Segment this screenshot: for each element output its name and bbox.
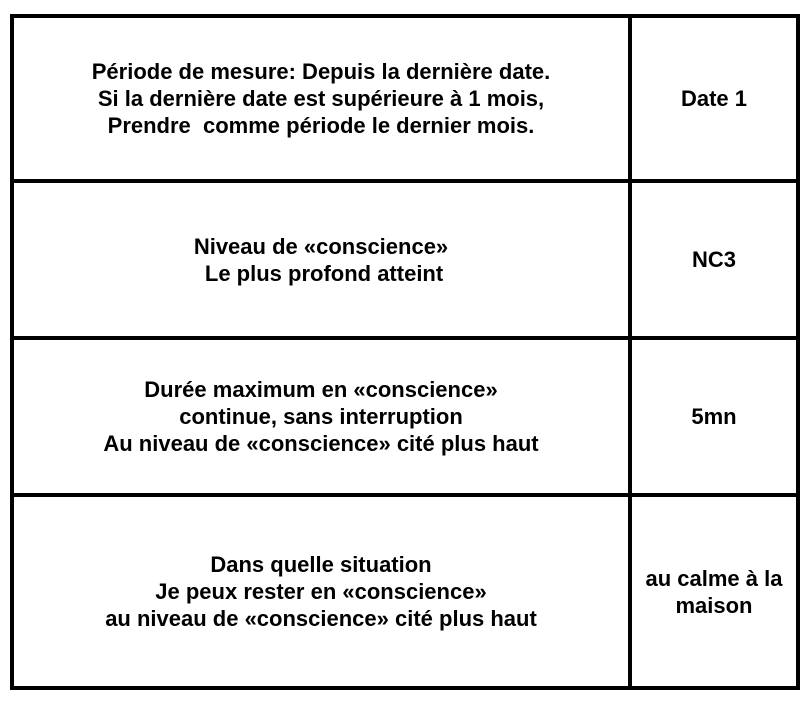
label-line: Période de mesure: Depuis la dernière date. — [91, 59, 551, 84]
label-line: au niveau de «conscience» cité plus haut — [105, 606, 537, 631]
label-line: Si la dernière date est supérieure à 1 mois, — [97, 86, 545, 111]
deepest-level-label — [14, 183, 632, 336]
deepest-level-value — [632, 183, 796, 336]
table-row — [14, 179, 796, 336]
value-line: Date 1 — [680, 86, 748, 111]
situation-label — [14, 497, 632, 686]
label-line: Le plus profond atteint — [198, 260, 444, 286]
table-row — [14, 493, 796, 686]
measurement-period-value — [632, 18, 796, 179]
max-duration-label — [14, 340, 632, 493]
label-line: Au niveau de «conscience» cité plus haut — [103, 431, 539, 456]
label-line: Durée maximum en «conscience» — [144, 377, 498, 402]
table-row — [14, 336, 796, 493]
table-row — [14, 18, 796, 179]
label-line: Prendre comme période le dernier mois. — [107, 113, 535, 138]
value-line: au calme à la — [645, 565, 783, 591]
info-table — [10, 14, 800, 690]
value-line: maison — [675, 592, 753, 618]
label-line: continue, sans interruption — [179, 404, 463, 429]
situation-value — [632, 497, 796, 686]
label-line: Je peux rester en «conscience» — [155, 579, 487, 604]
max-duration-value — [632, 340, 796, 493]
value-line: 5mn — [691, 404, 737, 429]
measurement-period-label — [14, 18, 632, 179]
label-line: Dans quelle situation — [210, 552, 432, 577]
label-line: Niveau de «conscience» — [193, 233, 449, 259]
value-line: NC3 — [691, 247, 736, 272]
